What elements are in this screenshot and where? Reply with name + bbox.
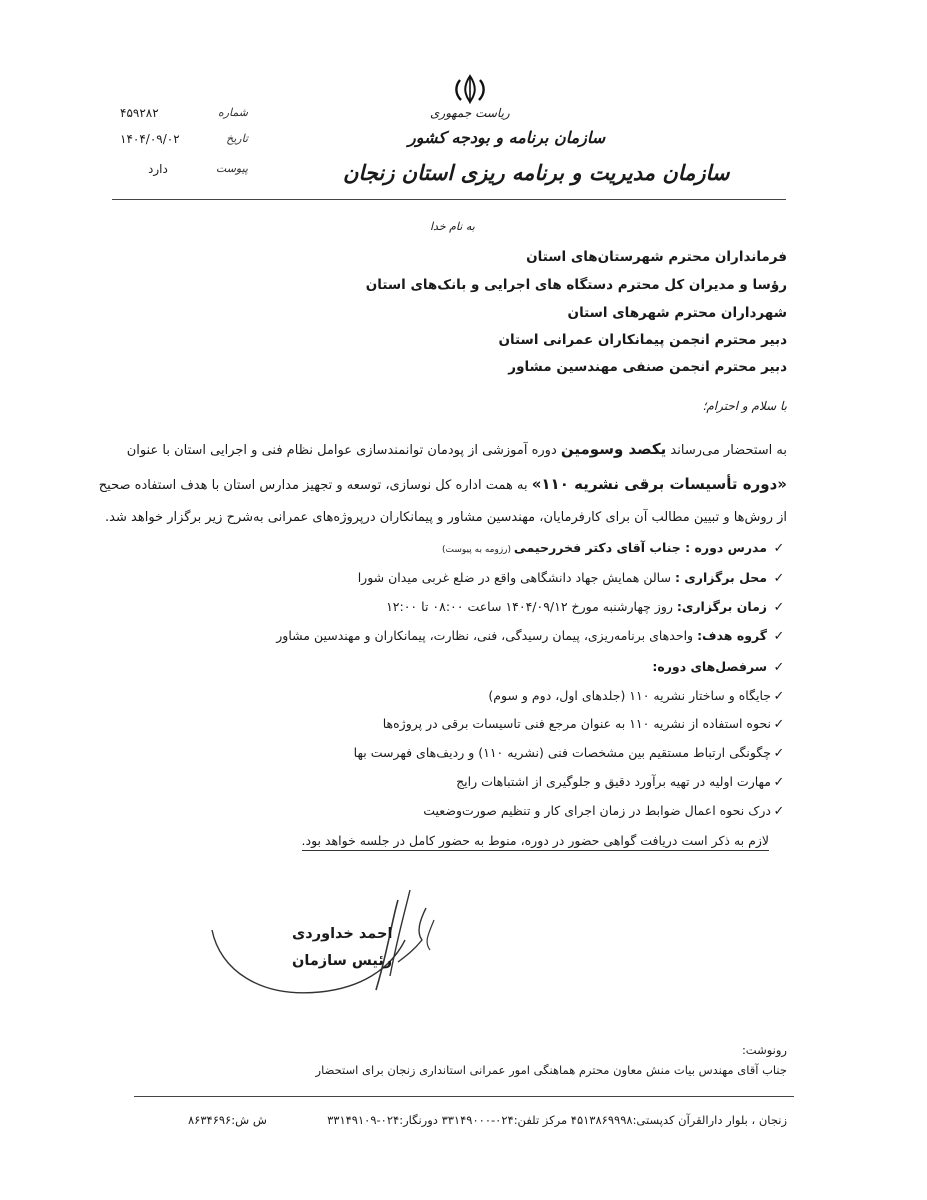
recipient-1: فرمانداران محترم شهرستان‌های استان xyxy=(526,249,787,265)
org-top-text: ریاست جمهوری xyxy=(430,106,510,120)
topic-text: درک نحوه اعمال ضوابط در زمان اجرای کار و تنظیم صورت‌وضعیت xyxy=(423,803,771,818)
detail-title: سرفصل‌های دوره: xyxy=(652,659,768,674)
meta-date xyxy=(120,132,248,150)
recipient-3: شهرداران محترم شهرهای استان xyxy=(567,305,787,321)
meta-date-value: ۱۴۰۴/۰۹/۰۲ xyxy=(120,132,180,146)
detail-title: محل برگزاری : xyxy=(674,570,768,585)
check-icon: ✓ xyxy=(773,746,785,761)
meta-number-label: شماره xyxy=(217,106,248,119)
greeting: با سلام و احترام؛ xyxy=(702,399,787,413)
body-line-2-b: به همت اداره کل نوسازی، توسعه و تجهیز مدارس استان با هدف استفاده صحیح xyxy=(98,478,532,493)
detail-title: مدرس دوره : جناب آقای دکتر فخررحیمی xyxy=(513,540,768,555)
body-line-3: از روش‌ها و تبیین مطالب آن برای کارفرمایان، مهندسین مشاور و پیمانکاران درپروژه‌های عمرانی به‌شرح زیر برگزار خواهد شد. xyxy=(105,510,787,525)
check-icon: ✓ xyxy=(773,600,785,615)
detail-text: روز چهارشنبه مورخ ۱۴۰۴/۰۹/۱۲ ساعت ۰۸:۰۰ تا ۱۲:۰۰ xyxy=(386,599,677,614)
signer-title: رئیس سازمان xyxy=(292,953,393,969)
detail-text: سالن همایش جهاد دانشگاهی واقع در ضلع غربی میدان شورا xyxy=(357,570,675,585)
footer-address: زنجان ، بلوار دارالقرآن کدپستی:۴۵۱۳۸۶۹۹۹۸ مرکز تلفن:۰۲۴-۳۳۱۴۹۰۰۰ دورنگار:۰۲۴-۳۳۱۴۹۱۰۹ xyxy=(327,1113,787,1127)
footer-rule xyxy=(134,1096,794,1097)
body-line-2 xyxy=(99,475,787,493)
topic-1 xyxy=(488,688,787,708)
meta-attachment-value: دارد xyxy=(148,162,168,176)
check-icon: ✓ xyxy=(773,541,785,556)
check-icon: ✓ xyxy=(773,717,785,732)
signature-scribble-icon xyxy=(200,880,460,1010)
check-icon: ✓ xyxy=(773,689,785,704)
topic-text: چگونگی ارتباط مستقیم بین مشخصات فنی (نشریه ۱۱۰) و ردیف‌های فهرست بها xyxy=(353,745,771,760)
body-line-1 xyxy=(127,440,787,458)
topic-text: جایگاه و ساختار نشریه ۱۱۰ (جلدهای اول، دوم و سوم) xyxy=(488,688,771,703)
meta-number xyxy=(120,106,248,124)
meta-attachment xyxy=(120,162,248,180)
detail-text: واحدهای برنامه‌ریزی، پیمان رسیدگی، فنی، نظارت، پیمانکاران و مهندسین مشاور xyxy=(276,628,698,643)
topic-4 xyxy=(456,774,787,794)
topic-2 xyxy=(383,716,787,736)
check-icon: ✓ xyxy=(773,571,785,586)
invocation: به نام خدا xyxy=(430,220,475,233)
detail-time xyxy=(386,599,787,619)
detail-topics-heading xyxy=(652,659,787,679)
detail-title: گروه هدف: xyxy=(697,628,768,643)
body-line-1-c: دوره آموزشی از پودمان توانمندسازی عوامل نظام فنی و اجرایی استان با عنوان xyxy=(126,443,561,458)
body-line-1-a: به استحضار می‌رساند xyxy=(666,443,787,458)
topic-text: مهارت اولیه در تهیه برآورد دقیق و جلوگیری از اشتباهات رایج xyxy=(456,774,771,789)
recipient-4: دبیر محترم انجمن پیمانکاران عمرانی استان xyxy=(498,332,787,348)
detail-target-group xyxy=(276,628,787,648)
topic-text: نحوه استفاده از نشریه ۱۱۰ به عنوان مرجع فنی تاسیسات برقی در پروژه‌ها xyxy=(382,716,771,731)
meta-date-label: تاریخ xyxy=(226,132,248,145)
meta-attachment-label: پیوست xyxy=(215,162,248,175)
check-icon: ✓ xyxy=(773,660,785,675)
recipient-5: دبیر محترم انجمن صنفی مهندسین مشاور xyxy=(508,359,787,375)
signer-name: احمد خداوردی xyxy=(292,926,393,942)
detail-instructor xyxy=(442,540,787,560)
check-icon: ✓ xyxy=(773,775,785,790)
topic-3 xyxy=(354,745,787,765)
detail-note: (رزومه به پیوست) xyxy=(442,545,514,555)
org-mid-text: سازمان برنامه و بودجه کشور xyxy=(408,128,606,147)
topic-5 xyxy=(423,803,787,823)
detail-venue xyxy=(358,570,787,590)
cc-line: جناب آقای مهندس بیات منش معاون محترم هماهنگی امور عمرانی استانداری زنجان برای استحضار xyxy=(315,1063,787,1077)
recipient-2: رؤسا و مدیران کل محترم دستگاه های اجرایی و بانک‌های استان xyxy=(365,277,787,293)
org-main-title: سازمان مدیریت و برنامه ریزی استان زنجان xyxy=(343,160,730,185)
check-icon: ✓ xyxy=(773,629,785,644)
detail-title: زمان برگزاری: xyxy=(676,599,768,614)
header-rule xyxy=(112,199,786,200)
body-line-1-b: یکصد وسومین xyxy=(560,440,667,458)
footer-fax: ش ش:۸۶۳۴۶۹۶ xyxy=(188,1113,267,1127)
cc-label: رونوشت: xyxy=(741,1043,787,1057)
course-title: «دوره تأسیسات برقی نشریه ۱۱۰» xyxy=(531,475,787,493)
meta-number-value: ۴۵۹۲۸۲ xyxy=(120,106,159,120)
closing-note: لازم به ذکر است دریافت گواهی حضور در دوره، منوط به حضور کامل در جلسه خواهد بود. xyxy=(302,833,769,851)
check-icon: ✓ xyxy=(773,804,785,819)
iran-emblem-icon xyxy=(452,74,488,104)
